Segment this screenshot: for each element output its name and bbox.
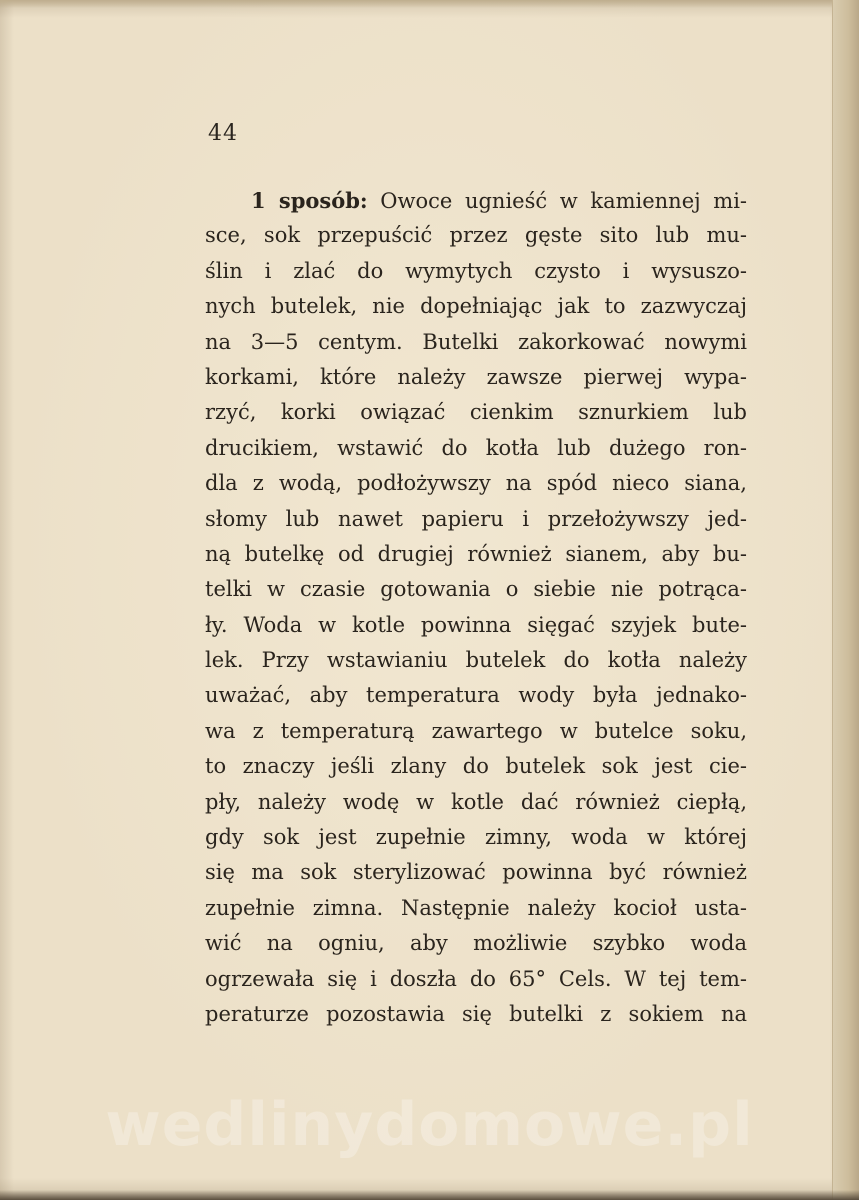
text-line: rzyć, korki owiązać cienkim sznurkiem lub [205,400,747,425]
text-line: peraturze pozostawia się butelki z sokiem na [205,1001,747,1026]
watermark: wedlinydomowe.pl [105,1090,754,1160]
text-line: drucikiem, wstawić do kotła lub dużego ron- [205,435,747,460]
body-text [205,183,747,1032]
text-line [205,183,747,218]
page-bottom-edge [0,1190,859,1200]
text-line: gdy sok jest zupełnie zimny, woda w której [205,825,747,850]
text-line: sce, sok przepuścić przez gęste sito lub mu- [205,223,747,248]
text-line: na 3—5 centym. Butelki zakorkować nowymi [205,329,747,354]
text-line: korkami, które należy zawsze pierwej wypa- [205,364,747,389]
text-line: nych butelek, nie dopełniając jak to zazwyczaj [205,294,747,319]
text-line: telki w czasie gotowania o siebie nie potrąca- [205,577,747,602]
text-line: wa z temperaturą zawartego w butelce soku, [205,718,747,743]
text-line: pły, należy wodę w kotle dać również ciepłą, [205,789,747,814]
text-line: ogrzewała się i doszła do 65° Cels. W tej tem- [205,966,747,991]
text-line: lek. Przy wstawianiu butelek do kotła należy [205,648,747,673]
text-line: uważać, aby temperatura wody była jednako- [205,683,747,708]
method-label: 1 sposób: [251,188,368,213]
page-right-edge [832,0,859,1200]
text-line: wić na ogniu, aby możliwie szybko woda [205,931,747,956]
text-line: to znaczy jeśli zlany do butelek sok jest cie- [205,754,747,779]
text-line: słomy lub nawet papieru i przełożywszy jed- [205,506,747,531]
text-line: ślin i zlać do wymytych czysto i wysuszo- [205,258,747,283]
text-line: ną butelkę od drugiej również sianem, aby bu- [205,541,747,566]
text-line: dla z wodą, podłożywszy na spód nieco siana, [205,471,747,496]
page-number: 44 [208,121,238,146]
text-line: zupełnie zimna. Następnie należy kocioł usta- [205,895,747,920]
page-top-edge [0,0,859,8]
text-line: ły. Woda w kotle powinna sięgać szyjek bute- [205,612,747,637]
text-line-content: Owoce ugnieść w kamiennej mi- [380,189,747,213]
text-line: się ma sok sterylizować powinna być również [205,860,747,885]
